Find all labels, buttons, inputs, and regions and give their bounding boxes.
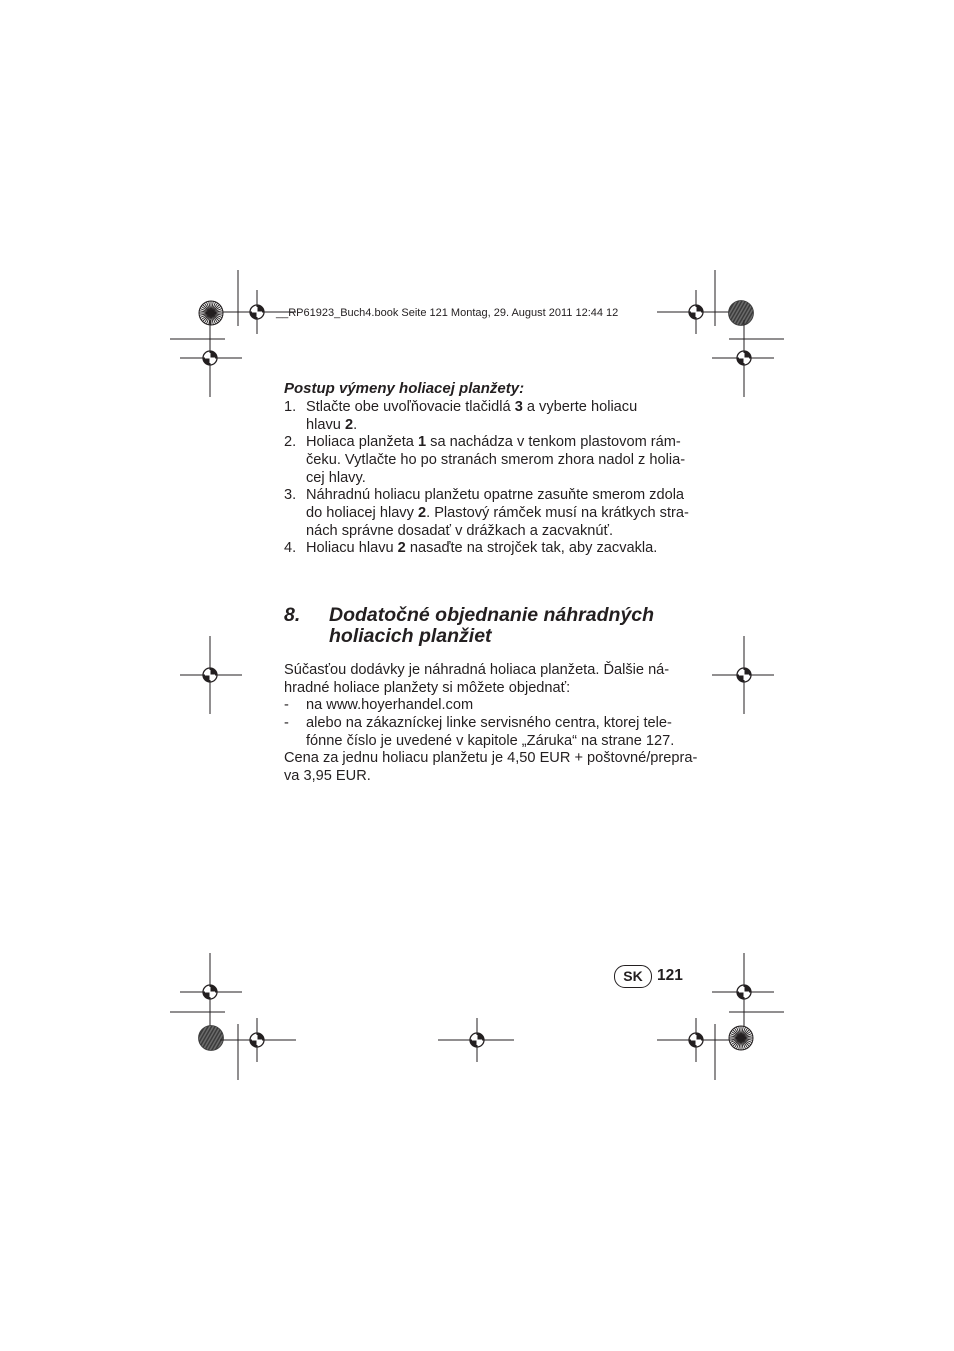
step-line: Holiaca planžeta 1 sa nachádza v tenkom plastovom rám- (306, 434, 681, 450)
intro-paragraph: Súčasťou dodávky je náhradná holiaca planžeta. Ďalšie ná- hradné holiace planžety si môžete objednať: (284, 662, 670, 696)
step-number: 1. (284, 399, 297, 415)
section-subheading: Postup výmeny holiacej planžety: (284, 380, 525, 397)
bullet-dash: - (284, 715, 289, 731)
step-line: Holiacu hlavu 2 nasaďte na strojček tak, aby zacvakla. (306, 540, 658, 556)
chapter-title: Dodatočné objednanie náhradných holiacich planžiet (329, 604, 655, 647)
step-line: Stlačte obe uvoľňovacie tlačidlá 3 a vyberte holiacu (306, 399, 638, 415)
step-number: 4. (284, 540, 297, 556)
step-line: do holiacej hlavy 2. Plastový rámček musí na krátkych stra- (306, 504, 689, 521)
price-paragraph: Cena za jednu holiacu planžetu je 4,50 EUR + poštovné/prepra- va 3,95 EUR. (284, 750, 698, 784)
list-item (284, 399, 684, 435)
bullet-dash: - (284, 697, 289, 713)
print-slug-header: __RP61923_Buch4.book Seite 121 Montag, 29. August 2011 12:44 12 (276, 307, 619, 319)
list-item (284, 697, 684, 715)
step-number: 3. (284, 487, 297, 503)
list-item (284, 434, 684, 487)
step-line: cej hlavy. (306, 469, 366, 486)
step-number: 2. (284, 434, 297, 450)
step-line: Náhradnú holiacu planžetu opatrne zasuňte smerom zdola (306, 487, 685, 503)
step-line: hlavu 2. (306, 416, 358, 433)
step-line: čeku. Vytlačte ho po stranách smerom zhora nadol z holia- (306, 451, 686, 468)
chapter-number: 8. (284, 604, 301, 626)
language-badge: SK (614, 965, 652, 988)
step-line: nách správne dosadať v drážkach a zacvaknúť. (306, 522, 614, 539)
list-item (284, 487, 689, 540)
list-item: - alebo na zákazníckej linke servisného centra, ktorej tele- fónne číslo je uvedené v kapitole „Záruka“ na strane 127. (284, 715, 675, 749)
page-number: 121 (657, 967, 683, 984)
list-item (284, 540, 684, 558)
web-address: na www.hoyerhandel.com (306, 697, 474, 713)
